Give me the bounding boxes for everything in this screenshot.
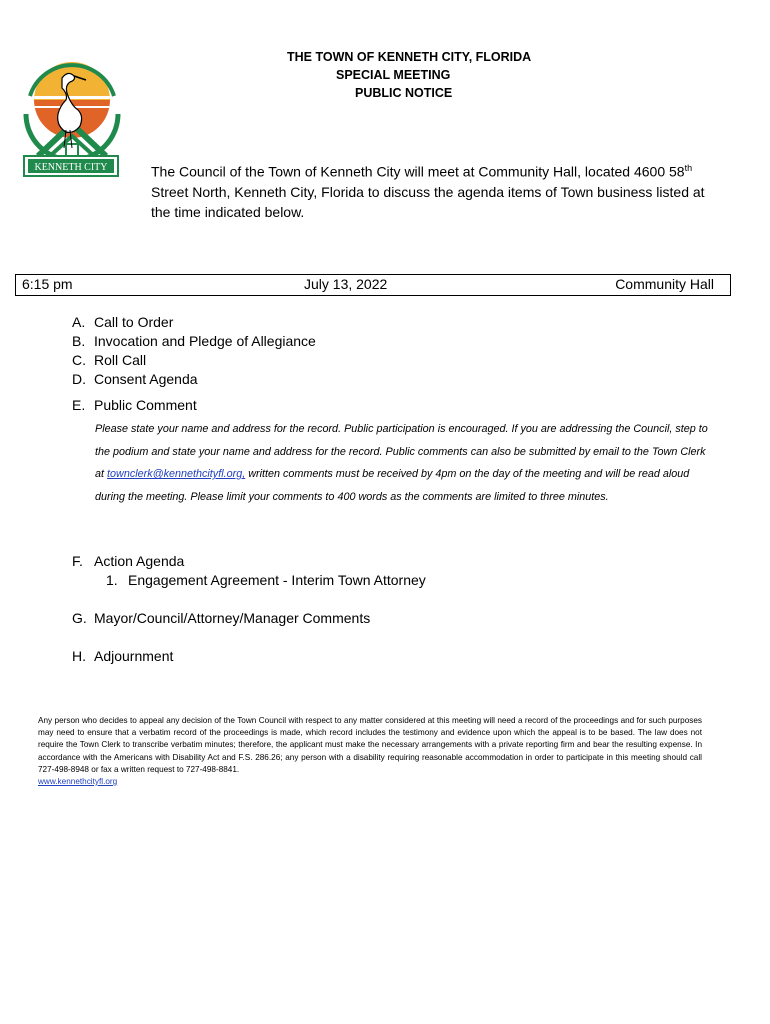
agenda-item-roll-call: C. Roll Call — [72, 352, 147, 368]
agenda-list-main — [72, 313, 316, 389]
disclaimer-text: Any person who decides to appeal any decision of the Town Council with respect to any matter considered at this meeting will need a record of the proceedings and for such purposes may need to ensure that a verbatim record of the proceedings is made, which record includes the testimony and evidence upon which the appeal is to be based. The law does not require the Town Clerk to transcribe verbatim minutes; therefore, the applicant must make the necessary arrangements with a private reporting firm and bear the resulting expense. In accordance with the Americans with Disability Act and F.S. 286.26; any person with a disability requiring reasonable accommodation in order to participate in this meeting should call 727-498-8948 or fax a written request to 727-498-8841. — [38, 716, 702, 774]
header-notice-label: PUBLIC NOTICE — [355, 86, 453, 100]
legal-disclaimer — [38, 715, 702, 788]
agenda-item-adjournment: H. Adjournment — [72, 648, 174, 664]
public-comment-instructions: Please state your name and address for the record. Public participation is encouraged. If you are addressing the Council, step to the podium and state your name and address for the record. Public comments can also be submitted by email to the Town Clerk at townclerk@kennethcityfl.org, written comments must be received by 4pm on the day of the meeting and will be read aloud during the meeting. Please limit your comments to 400 words as the comments are limited to three minutes. — [95, 423, 708, 503]
logo-city-label: KENNETH CITY — [34, 162, 108, 173]
agenda-item-invocation: B. Invocation and Pledge of Allegiance — [72, 333, 316, 349]
intro-text-end: Street North, Kenneth City, Florida to discuss the agenda items of Town business listed at the time indicated below. — [151, 183, 705, 220]
kenneth-city-seal-icon — [22, 44, 126, 184]
header-meeting-type: SPECIAL MEETING — [336, 68, 451, 82]
meeting-time: 6:15 pm — [22, 276, 73, 292]
agenda-item-action-agenda: F. Action Agenda — [72, 553, 185, 569]
intro-text-start: The Council of the Town of Kenneth City will meet at Community Hall, located 4600 58 — [151, 163, 685, 180]
meeting-date: July 13, 2022 — [304, 276, 388, 292]
intro-superscript: th — [684, 163, 693, 173]
town-website-link[interactable]: www.kennethcityfl.org — [38, 777, 118, 787]
agenda-item-consent-agenda: D. Consent Agenda — [72, 371, 198, 387]
meeting-location: Community Hall — [615, 276, 714, 292]
agenda-item-comments: G. Mayor/Council/Attorney/Manager Comments — [72, 610, 371, 626]
action-subitem-engagement: 1. Engagement Agreement - Interim Town Attorney — [106, 572, 426, 588]
town-clerk-email-link[interactable]: townclerk@kennethcityfl.org, — [107, 468, 246, 480]
meeting-info-bar — [15, 274, 731, 296]
agenda-item-call-to-order: A. Call to Order — [72, 314, 174, 330]
town-logo — [22, 44, 126, 184]
agenda-item-public-comment: E. Public Comment — [72, 397, 197, 413]
header-town-title: THE TOWN OF KENNETH CITY, FLORIDA — [287, 50, 532, 64]
notice-header — [250, 48, 580, 102]
intro-paragraph — [151, 158, 711, 222]
